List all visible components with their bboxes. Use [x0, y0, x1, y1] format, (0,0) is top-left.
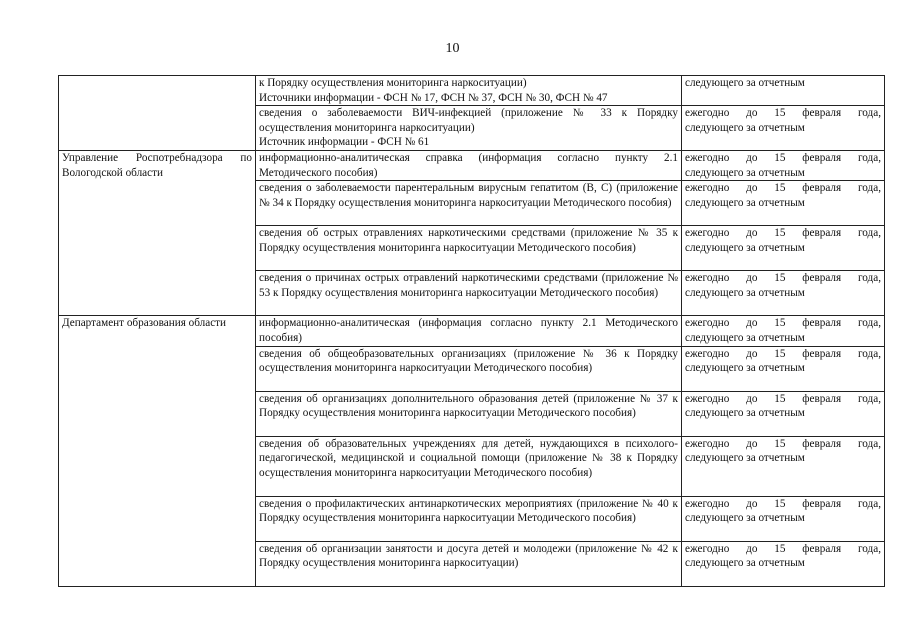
info-line: сведения об организациях дополнительного образования детей (приложение № 37 к Порядку осуществления мониторинга наркоситуации Методического пособия)	[259, 392, 678, 420]
org-cell	[59, 76, 256, 151]
info-cell	[256, 496, 682, 541]
term-cell	[682, 391, 885, 436]
info-cell	[256, 226, 682, 271]
term-text: ежегодно до 15 февраля года, следующего за отчетным	[685, 152, 881, 179]
org-name: Управление Роспотребнадзора по Вологодской области	[62, 152, 252, 179]
term-cell	[682, 181, 885, 226]
term-text: ежегодно до 15 февраля года, следующего за отчетным	[685, 227, 881, 254]
info-cell	[256, 76, 682, 106]
org-cell	[59, 316, 256, 586]
term-cell	[682, 541, 885, 586]
table-row	[59, 151, 885, 181]
term-cell	[682, 271, 885, 316]
term-text: ежегодно до 15 февраля года, следующего за отчетным	[685, 107, 881, 134]
info-line: сведения о профилактических антинаркотических мероприятиях (приложение № 40 к Порядку осуществления мониторинга наркоситуации Методического пособия)	[259, 497, 678, 525]
info-line: информационно-аналитическая (информация согласно пункту 2.1 Методического пособия)	[259, 317, 678, 344]
term-cell	[682, 316, 885, 346]
term-text: ежегодно до 15 февраля года, следующего за отчетным	[685, 542, 881, 570]
term-text: ежегодно до 15 февраля года, следующего за отчетным	[685, 437, 881, 465]
info-source: Источник информации - ФСН № 61	[259, 136, 430, 149]
info-cell	[256, 271, 682, 316]
term-cell	[682, 106, 885, 151]
info-line: сведения об общеобразовательных организациях (приложение № 36 к Порядку осуществления мониторинга наркоситуации Методического пособия)	[259, 347, 678, 375]
info-line: сведения об организации занятости и досуга детей и молодежи (приложение № 42 к Порядку осуществления мониторинга наркоситуации)	[259, 542, 678, 570]
info-line: сведения об острых отравлениях наркотическими средствами (приложение № 35 к Порядку осуществления мониторинга наркоситуации Методического пособия)	[259, 227, 678, 254]
info-cell	[256, 316, 682, 346]
term-text: ежегодно до 15 февраля года, следующего за отчетным	[685, 272, 881, 299]
info-cell	[256, 541, 682, 586]
info-line: информационно-аналитическая справка (информация согласно пункту 2.1 Методического пособия)	[259, 152, 678, 179]
info-cell	[256, 346, 682, 391]
table-row	[59, 76, 885, 106]
info-cell	[256, 436, 682, 496]
table-row	[59, 316, 885, 346]
org-cell	[59, 151, 256, 316]
org-name: Департамент образования области	[62, 317, 227, 330]
term-cell	[682, 151, 885, 181]
info-cell	[256, 181, 682, 226]
term-cell	[682, 346, 885, 391]
term-text: ежегодно до 15 февраля года, следующего за отчетным	[685, 347, 881, 375]
term-cell	[682, 76, 885, 106]
term-cell	[682, 436, 885, 496]
info-cell	[256, 151, 682, 181]
info-line: к Порядку осуществления мониторинга наркоситуации)	[259, 77, 527, 89]
term-text: ежегодно до 15 февраля года, следующего за отчетным	[685, 182, 881, 209]
info-line: сведения о причинах острых отравлений наркотическими средствами (приложение № 53 к Порядку осуществления мониторинга наркоситуации Методического пособия)	[259, 272, 678, 299]
term-text: следующего за отчетным	[685, 77, 805, 89]
term-text: ежегодно до 15 февраля года, следующего за отчетным	[685, 392, 881, 420]
term-text: ежегодно до 15 февраля года, следующего за отчетным	[685, 317, 881, 344]
info-source: Источники информации - ФСН № 17, ФСН № 37, ФСН № 30, ФСН № 47	[259, 91, 608, 104]
info-line: сведения об образовательных учреждениях для детей, нуждающихся в психолого-педагогической, медицинской и социальной помощи (приложение № 38 к Порядку осуществления мониторинга наркоситуации Методического пособия)	[259, 437, 678, 479]
info-cell	[256, 106, 682, 151]
info-line: сведения о заболеваемости парентеральным вирусным гепатитом (B, C) (приложение № 34 к Порядку осуществления мониторинга наркоситуации Методического пособия)	[259, 182, 678, 209]
term-cell	[682, 226, 885, 271]
term-cell	[682, 496, 885, 541]
info-line: сведения о заболеваемости ВИЧ-инфекцией (приложение № 33 к Порядку осуществления мониторинга наркоситуации)	[259, 107, 678, 134]
page-number: 10	[445, 41, 460, 56]
monitoring-table	[58, 75, 885, 587]
info-cell	[256, 391, 682, 436]
term-text: ежегодно до 15 февраля года, следующего за отчетным	[685, 497, 881, 525]
